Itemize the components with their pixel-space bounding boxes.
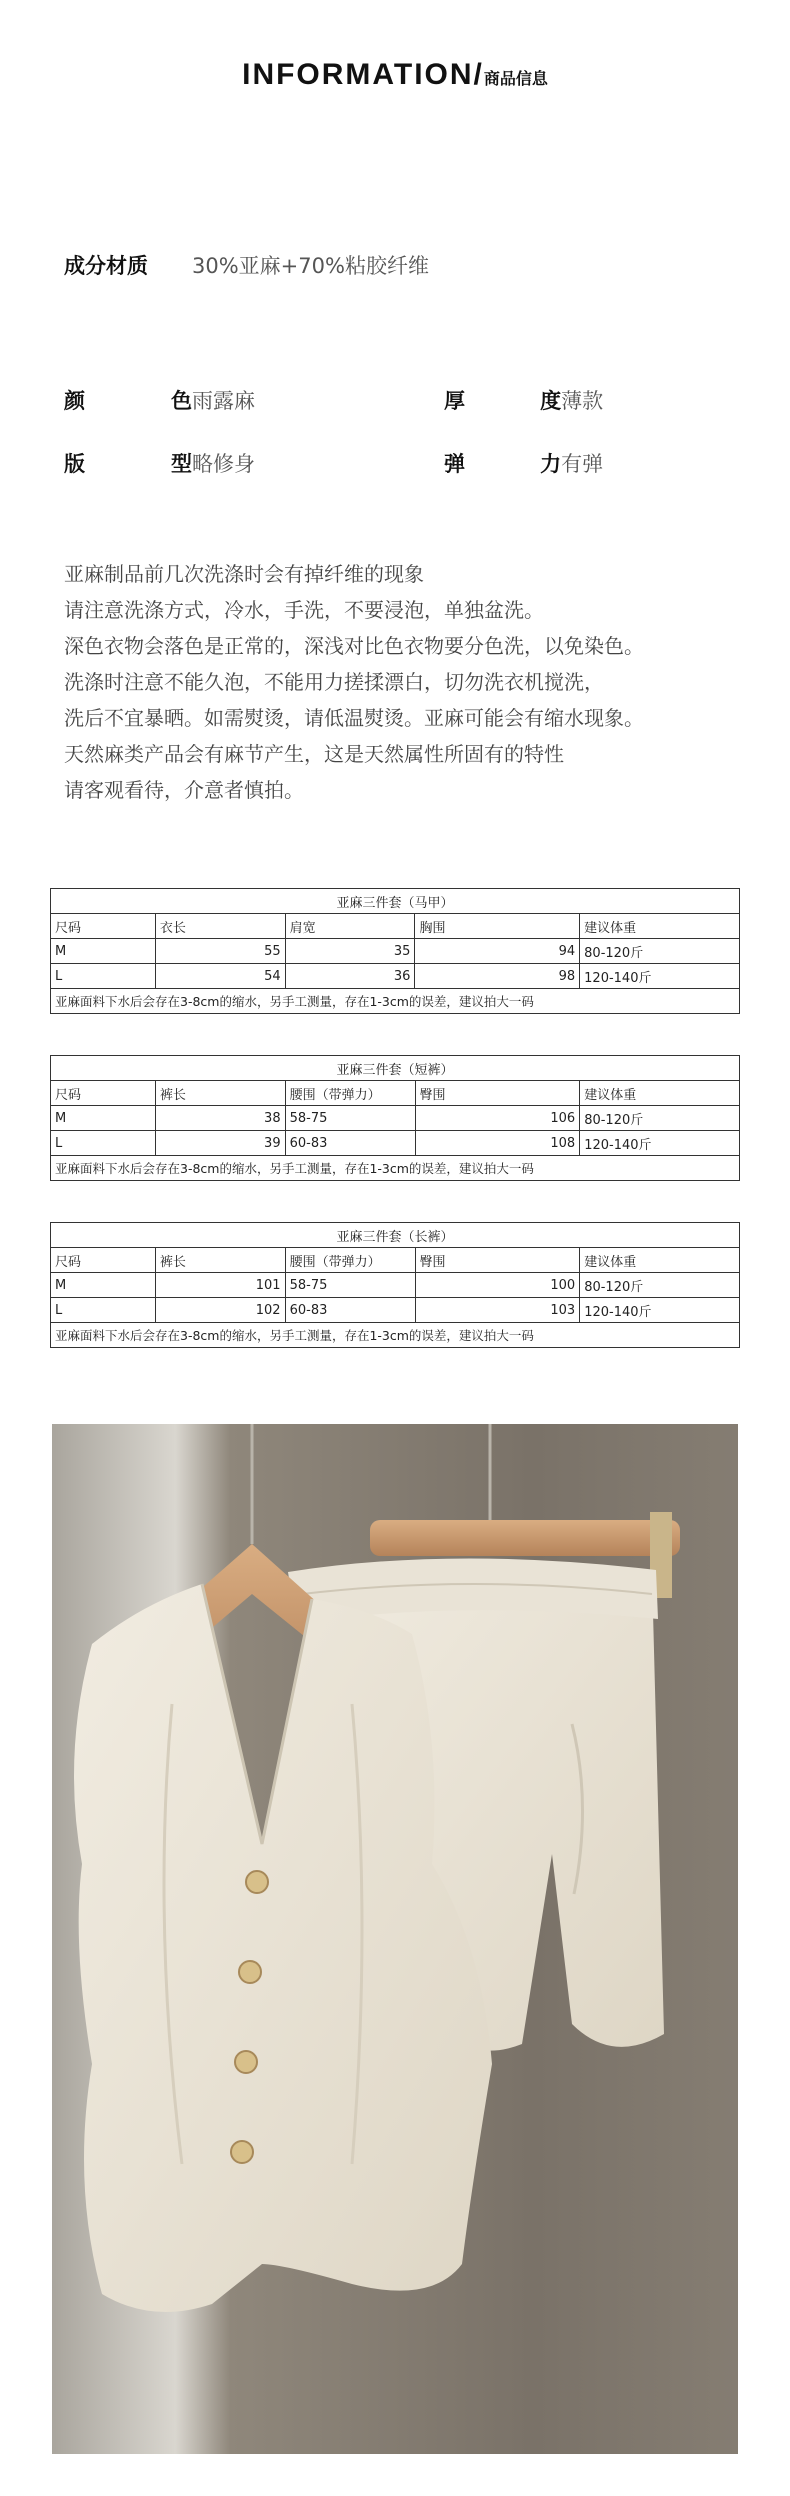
table-cell: 120-140斤 [580, 964, 740, 989]
table-cell: 98 [415, 964, 580, 989]
table-header: 建议体重 [580, 1081, 740, 1106]
table-header-row [51, 1248, 740, 1273]
table-header: 裤长 [155, 1248, 285, 1273]
table-cell: L [51, 1298, 156, 1323]
table-cell: L [51, 1131, 156, 1156]
care-line: 深色衣物会落色是正常的，深浅对比色衣物要分色洗，以免染色。 [64, 634, 644, 658]
table-header: 建议体重 [580, 1248, 740, 1273]
size-table-trousers [50, 1222, 740, 1348]
spec-label: 成分材质 [64, 254, 148, 278]
table-cell: 120-140斤 [580, 1298, 740, 1323]
table-cell: 80-120斤 [580, 1273, 740, 1298]
table-cell: 80-120斤 [580, 1106, 740, 1131]
label-char: 型 [171, 452, 192, 476]
spec-row-color-thickness [64, 385, 744, 415]
table-cell: 55 [155, 939, 285, 964]
table-cell: 36 [285, 964, 415, 989]
table-note: 亚麻面料下水后会存在3-8cm的缩水，另手工测量，存在1-3cm的误差，建议拍大一码 [51, 1323, 740, 1348]
table-header: 尺码 [51, 1081, 156, 1106]
spec-value: 薄款 [561, 389, 604, 413]
table-row [51, 1106, 740, 1131]
table-row [51, 964, 740, 989]
table-cell: M [51, 1273, 156, 1298]
table-cell: 108 [415, 1131, 580, 1156]
size-table-shorts [50, 1055, 740, 1181]
table-cell: M [51, 939, 156, 964]
label-char: 色 [171, 389, 192, 413]
table-cell: 102 [155, 1298, 285, 1323]
table-caption: 亚麻三件套（马甲） [51, 889, 740, 914]
table-header: 腰围（带弹力） [285, 1081, 415, 1106]
spec-row-fit-elastic [64, 448, 744, 478]
table-cell: 38 [155, 1106, 285, 1131]
table-caption: 亚麻三件套（长裤） [51, 1223, 740, 1248]
header-title: INFORMATION/ [242, 58, 484, 91]
table-header: 衣长 [155, 914, 285, 939]
spec-label [444, 385, 561, 415]
table-cell: 106 [415, 1106, 580, 1131]
table-cell: 60-83 [285, 1298, 415, 1323]
table-cell: L [51, 964, 156, 989]
label-char: 力 [540, 452, 562, 476]
table-row [51, 1131, 740, 1156]
table-cell: 35 [285, 939, 415, 964]
table-header: 胸围 [415, 914, 580, 939]
table-cell: 58-75 [285, 1106, 415, 1131]
table-header: 臀围 [415, 1081, 580, 1106]
table-header: 尺码 [51, 914, 156, 939]
table-cell: 80-120斤 [580, 939, 740, 964]
label-char: 度 [540, 389, 562, 413]
table-caption: 亚麻三件套（短裤） [51, 1056, 740, 1081]
table-header: 尺码 [51, 1248, 156, 1273]
care-line: 亚麻制品前几次洗涤时会有掉纤维的现象 [64, 562, 424, 586]
table-header: 建议体重 [580, 914, 740, 939]
table-row [51, 1273, 740, 1298]
table-note: 亚麻面料下水后会存在3-8cm的缩水，另手工测量，存在1-3cm的误差，建议拍大一码 [51, 1156, 740, 1181]
table-cell: 54 [155, 964, 285, 989]
table-header: 腰围（带弹力） [285, 1248, 415, 1273]
header-subtitle: 商品信息 [483, 69, 548, 88]
table-header-row [51, 1081, 740, 1106]
table-header: 裤长 [155, 1081, 285, 1106]
table-cell: 39 [155, 1131, 285, 1156]
spec-label [64, 385, 192, 415]
table-row [51, 939, 740, 964]
label-char: 版 [64, 452, 85, 476]
label-char: 厚 [444, 389, 465, 413]
spec-value: 30%亚麻+70%粘胶纤维 [192, 254, 429, 278]
table-cell: M [51, 1106, 156, 1131]
table-header: 肩宽 [285, 914, 415, 939]
care-line: 请注意洗涤方式，冷水，手洗，不要浸泡，单独盆洗。 [64, 598, 544, 622]
table-cell: 101 [155, 1273, 285, 1298]
care-line: 天然麻类产品会有麻节产生，这是天然属性所固有的特性 [64, 742, 564, 766]
table-cell: 120-140斤 [580, 1131, 740, 1156]
spec-value: 雨露麻 [192, 389, 255, 413]
spec-label [64, 448, 192, 478]
label-char: 弹 [444, 452, 465, 476]
table-header-row [51, 914, 740, 939]
label-char: 颜 [64, 389, 85, 413]
spec-composition [64, 250, 744, 280]
table-cell: 100 [415, 1273, 580, 1298]
care-line: 请客观看待，介意者慎拍。 [64, 778, 304, 802]
table-cell: 60-83 [285, 1131, 415, 1156]
spec-value: 略修身 [192, 452, 255, 476]
table-row [51, 1298, 740, 1323]
table-cell: 94 [415, 939, 580, 964]
table-cell: 103 [415, 1298, 580, 1323]
table-note: 亚麻面料下水后会存在3-8cm的缩水，另手工测量，存在1-3cm的误差，建议拍大一码 [51, 989, 740, 1014]
care-line: 洗涤时注意不能久泡，不能用力搓揉漂白，切勿洗衣机搅洗， [64, 670, 604, 694]
product-photo-illustration [52, 1424, 738, 2454]
table-header: 臀围 [415, 1248, 580, 1273]
care-line: 洗后不宜暴晒。如需熨烫，请低温熨烫。亚麻可能会有缩水现象。 [64, 706, 644, 730]
care-instructions [64, 556, 744, 808]
table-cell: 58-75 [285, 1273, 415, 1298]
spec-value: 有弹 [561, 452, 604, 476]
size-table-vest [50, 888, 740, 1014]
spec-label [444, 448, 561, 478]
product-photo [52, 1424, 738, 2454]
page-header [0, 58, 790, 92]
